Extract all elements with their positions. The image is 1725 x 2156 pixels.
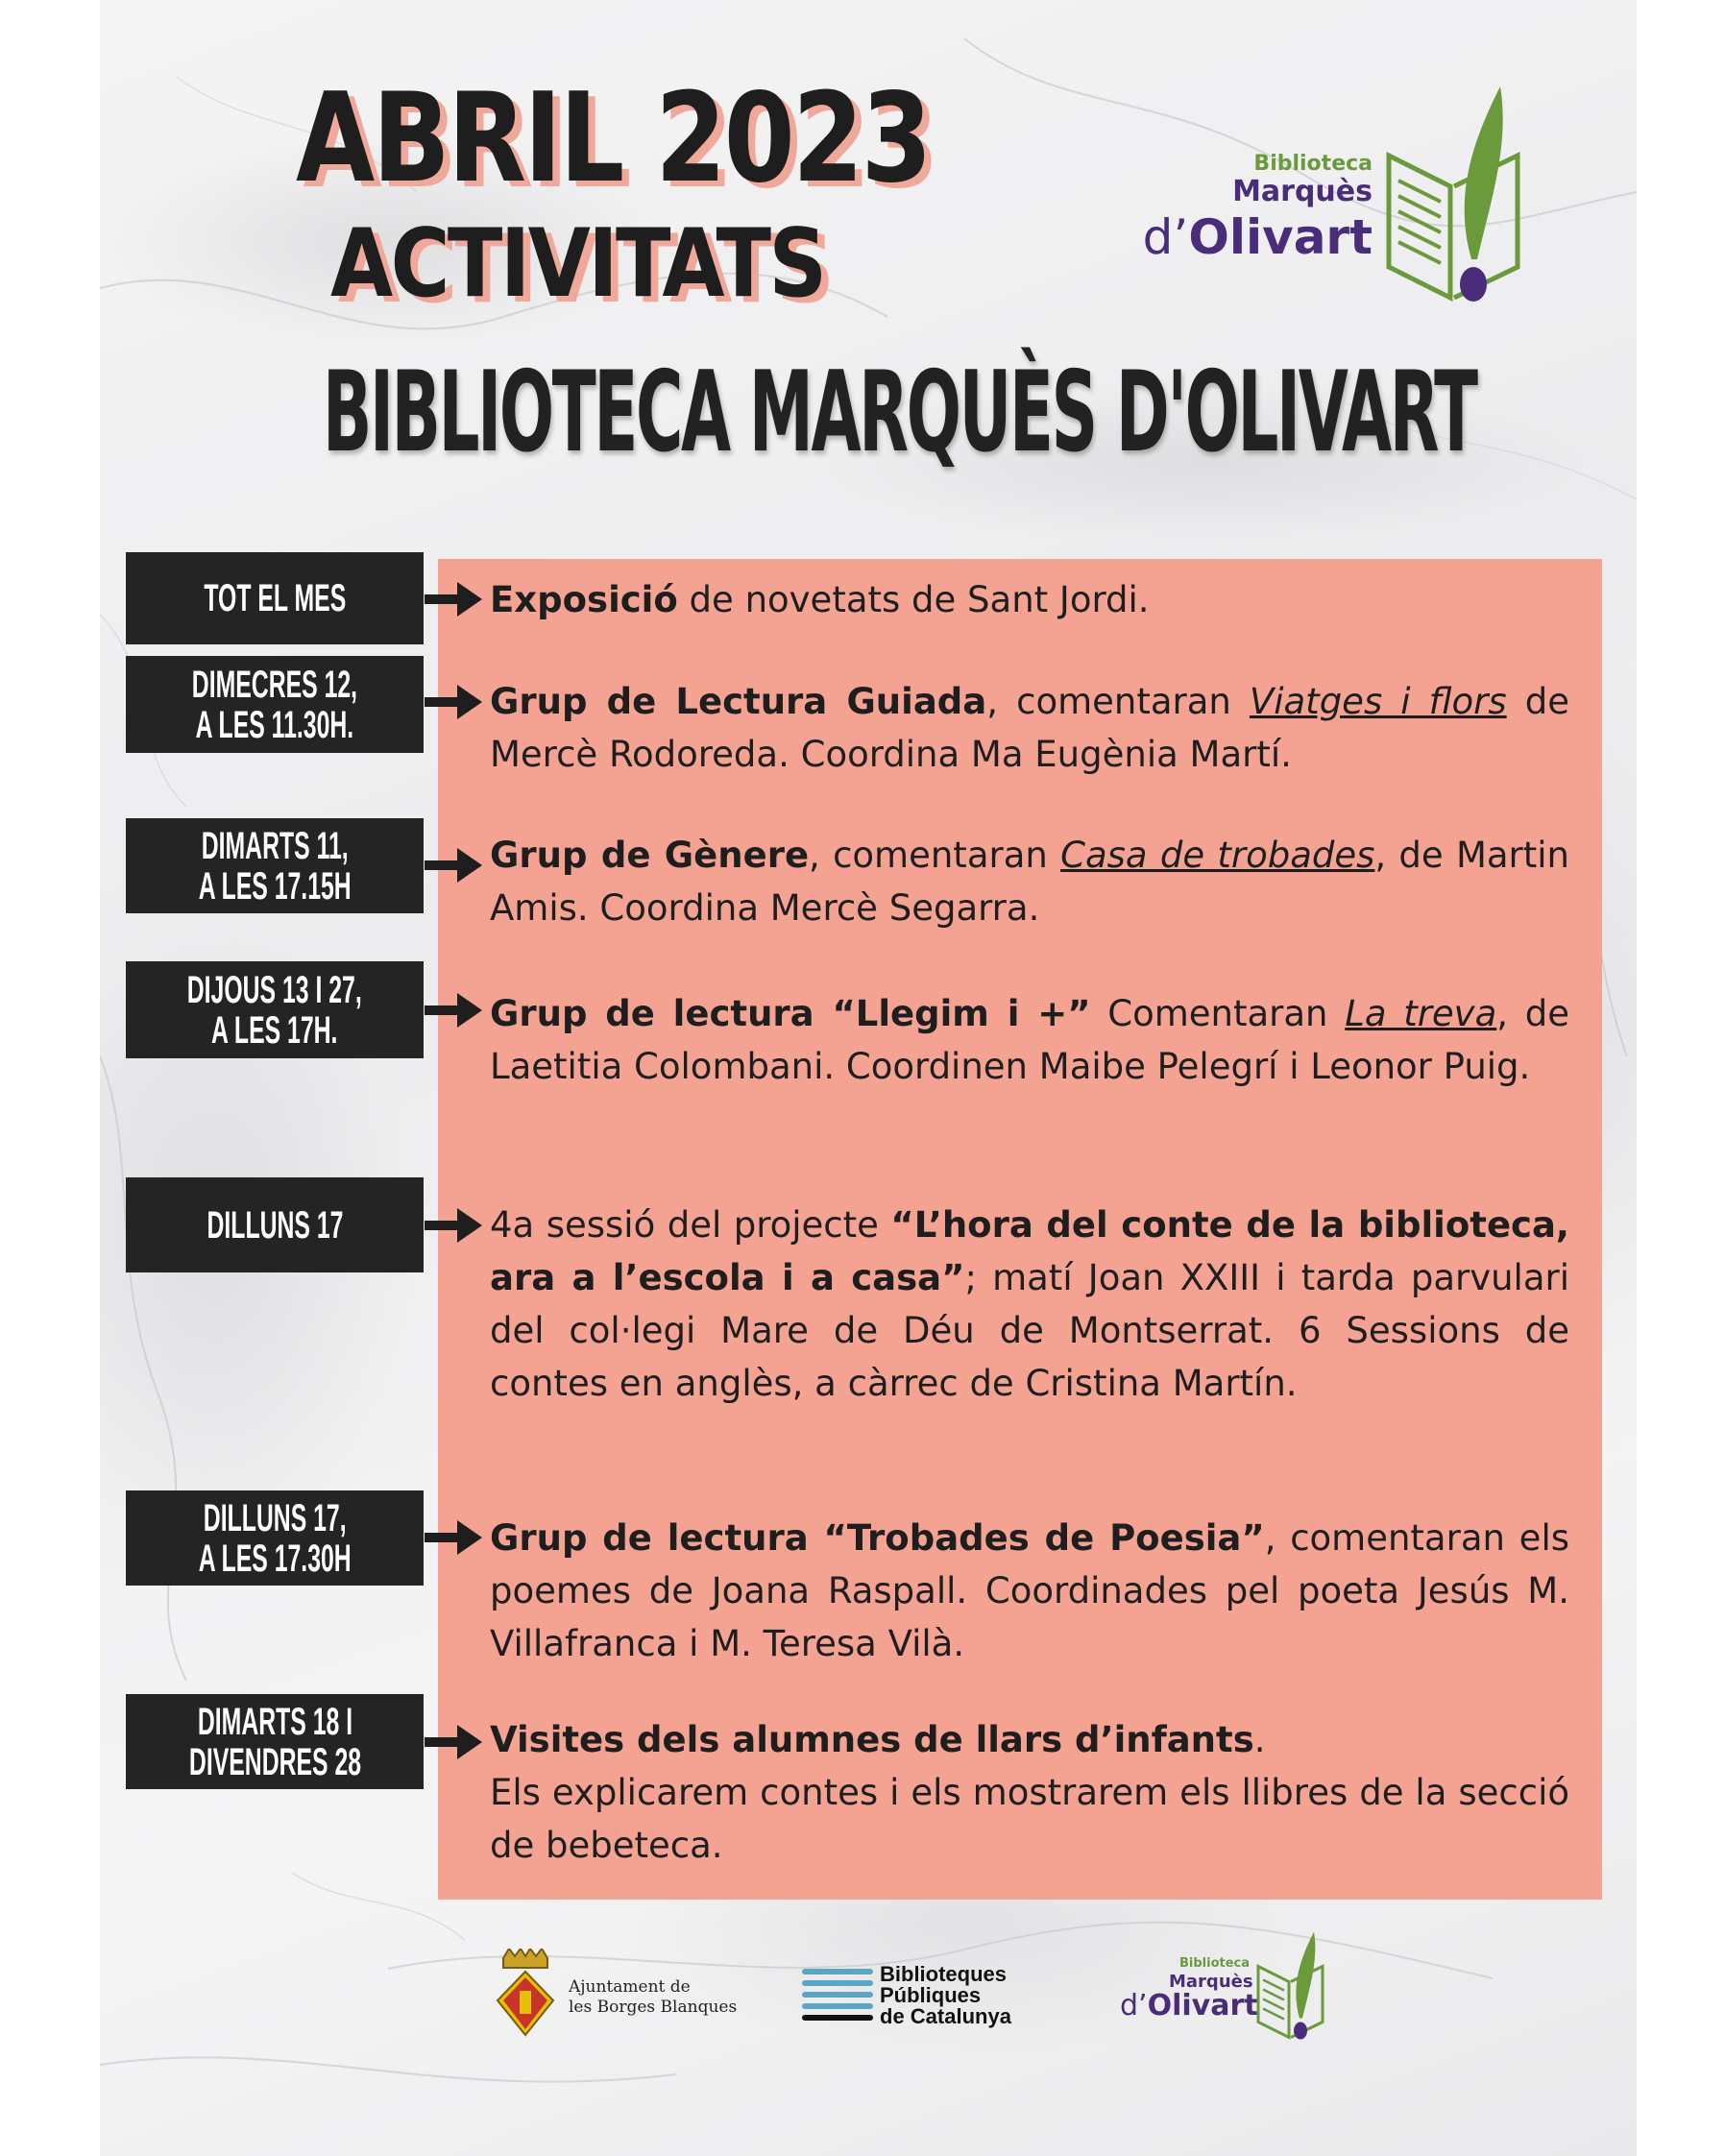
event-exposicio: Exposició de novetats de Sant Jordi. — [490, 579, 1150, 620]
logo-marques-text: Marquès — [1232, 175, 1373, 208]
event-visites: Visites dels alumnes de llars d’infants. Els explicarem contes i els mostrarem els llibres de la secció de bebeteca. — [490, 1719, 1569, 1866]
arrow-icon — [425, 580, 482, 618]
date-box-dimecres-12: DIMECRES 12, A LES 11.30H. — [126, 656, 424, 753]
title-activitats: ACTIVITATS — [330, 209, 825, 319]
arrow-icon — [425, 683, 482, 721]
footer-logo-biblioteca: Biblioteca — [1179, 1956, 1251, 1971]
bpc-logo-icon — [801, 1966, 876, 2023]
poster — [100, 0, 1637, 2156]
date-box-dimarts-11: DIMARTS 11, A LES 17.15H — [126, 818, 424, 913]
logo-olivart-text: d’Olivart — [1142, 209, 1373, 265]
date-box-dijous-13-27: DIJOUS 13 I 27, A LES 17H. — [126, 961, 424, 1058]
date-box-dilluns-17-tarda: DILLUNS 17, A LES 17.30H — [126, 1490, 424, 1586]
footer-logo-olivart: d’Olivart — [1120, 1989, 1258, 2023]
date-box-tot-el-mes: TOT EL MES — [126, 552, 424, 644]
event-lectura-guiada: Grup de Lectura Guiada, comentaran Viatges i flors de Mercè Rodoreda. Coordina Ma Eugènia Martí. — [490, 681, 1569, 775]
arrow-icon — [425, 1723, 482, 1761]
title-library: BIBLIOTECA MARQUÈS D'OLIVART — [323, 348, 1476, 477]
event-llegim: Grup de lectura “Llegim i +” Comentaran La treva, de Laetitia Colombani. Coordinen Maibe Pelegrí i Leonor Puig. — [490, 993, 1569, 1087]
footer-logos — [100, 1918, 1637, 2060]
arrow-icon — [425, 1206, 482, 1245]
arrow-icon — [425, 846, 482, 884]
event-trobades-poesia: Grup de lectura “Trobades de Poesia”, comentaran els poemes de Joana Raspall. Coordinades pel poeta Jesús M. Villafranca i M. Teresa Vilà. — [490, 1517, 1569, 1664]
arrow-icon — [425, 1518, 482, 1557]
event-grup-genere: Grup de Gènere, comentaran Casa de trobades, de Martin Amis. Coordina Mercè Segarra. — [490, 835, 1569, 929]
arrow-icon — [425, 991, 482, 1030]
footer-book-leaf-icon — [1256, 1927, 1333, 2047]
coat-of-arms-icon — [496, 1949, 555, 2037]
event-hora-del-conte: 4a sessió del projecte “L’hora del conte de la biblioteca, ara a l’escola i a casa”; matí Joan XXIII i tarda parvulari del col·legi Mare de Déu de Montserrat. 6 Sessions de contes en anglès, a càrrec de Cristina Martín. — [490, 1204, 1570, 1404]
title-month: ABRIL 2023 — [296, 67, 931, 210]
library-logo — [1118, 86, 1550, 307]
footer-logo-marques: Marquès — [1169, 1972, 1253, 1992]
date-box-dilluns-17: DILLUNS 17 — [126, 1177, 424, 1272]
logo-biblioteca-text: Biblioteca — [1253, 152, 1373, 176]
date-box-dimarts-18: DIMARTS 18 I DIVENDRES 28 — [126, 1694, 424, 1789]
bpc-text: Biblioteques Públiques de Catalunya — [880, 1962, 1011, 2028]
book-leaf-icon — [1385, 86, 1539, 307]
ajuntament-text: Ajuntament de les Borges Blanques — [569, 1977, 738, 2017]
